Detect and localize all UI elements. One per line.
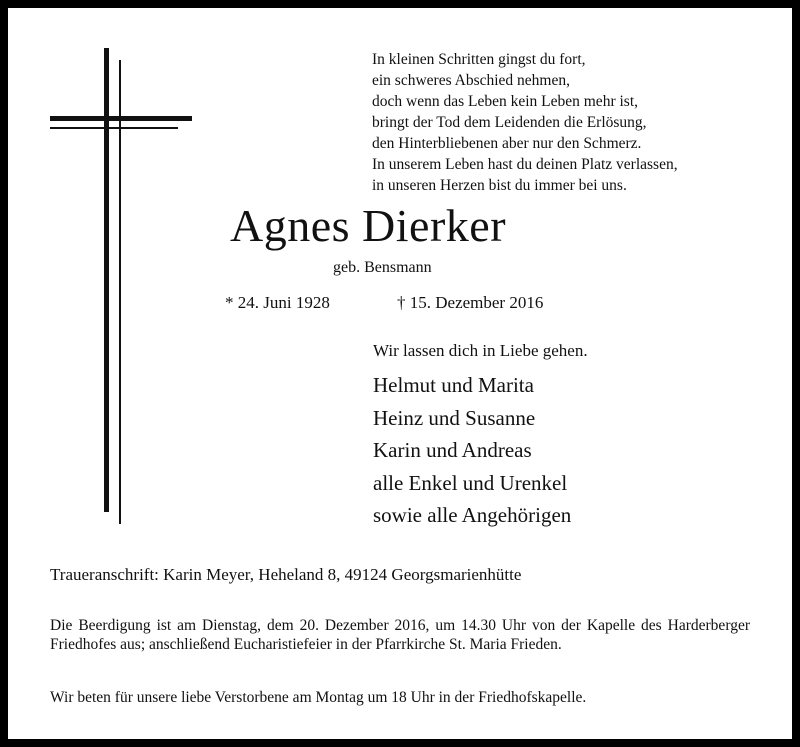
obituary-notice <box>8 8 792 739</box>
poem-line: bringt der Tod dem Leidenden die Erlösung, <box>372 114 647 131</box>
deceased-name: Agnes Dierker <box>230 200 507 251</box>
mourner: Heinz und Susanne <box>373 405 536 430</box>
death-date: † 15. Dezember 2016 <box>397 293 544 312</box>
poem-line: ein schweres Abschied nehmen, <box>372 72 570 89</box>
funeral-info: Die Beerdigung ist am Dienstag, dem 20. Dezember 2016, um 14.30 Uhr von der Kapelle des Harderberger Friedhofes aus; anschließend Eucharistiefeier in der Pfarrkirche St. Maria Frieden. <box>50 617 750 653</box>
mourner: Karin und Andreas <box>373 438 532 462</box>
birth-date: * 24. Juni 1928 <box>225 293 330 312</box>
maiden-name: geb. Bensmann <box>333 259 432 276</box>
mourner: Helmut und Marita <box>373 373 534 397</box>
mourner: alle Enkel und Urenkel <box>373 470 568 495</box>
poem-line: den Hinterbliebenen aber nur den Schmerz. <box>372 135 642 152</box>
poem-line: in unseren Herzen bist du immer bei uns. <box>372 177 627 194</box>
poem-line: In kleinen Schritten gingst du fort, <box>372 51 586 68</box>
cross-vertical-line <box>119 60 121 524</box>
farewell-line: Wir lassen dich in Liebe gehen. <box>373 341 588 360</box>
mourning-address: Traueranschrift: Karin Meyer, Heheland 8, 49124 Georgsmarienhütte <box>50 565 522 584</box>
cross-horizontal-line <box>50 127 178 129</box>
poem <box>372 49 678 196</box>
mourner: sowie alle Angehörigen <box>373 503 572 527</box>
poem-line: doch wenn das Leben kein Leben mehr ist, <box>372 93 638 110</box>
cross-horizontal-bar <box>50 116 192 121</box>
mourners-list <box>373 369 571 532</box>
poem-line: In unserem Leben hast du deinen Platz verlassen, <box>372 156 678 173</box>
prayer-info: Wir beten für unsere liebe Verstorbene am Montag um 18 Uhr in der Friedhofskapelle. <box>50 689 587 706</box>
